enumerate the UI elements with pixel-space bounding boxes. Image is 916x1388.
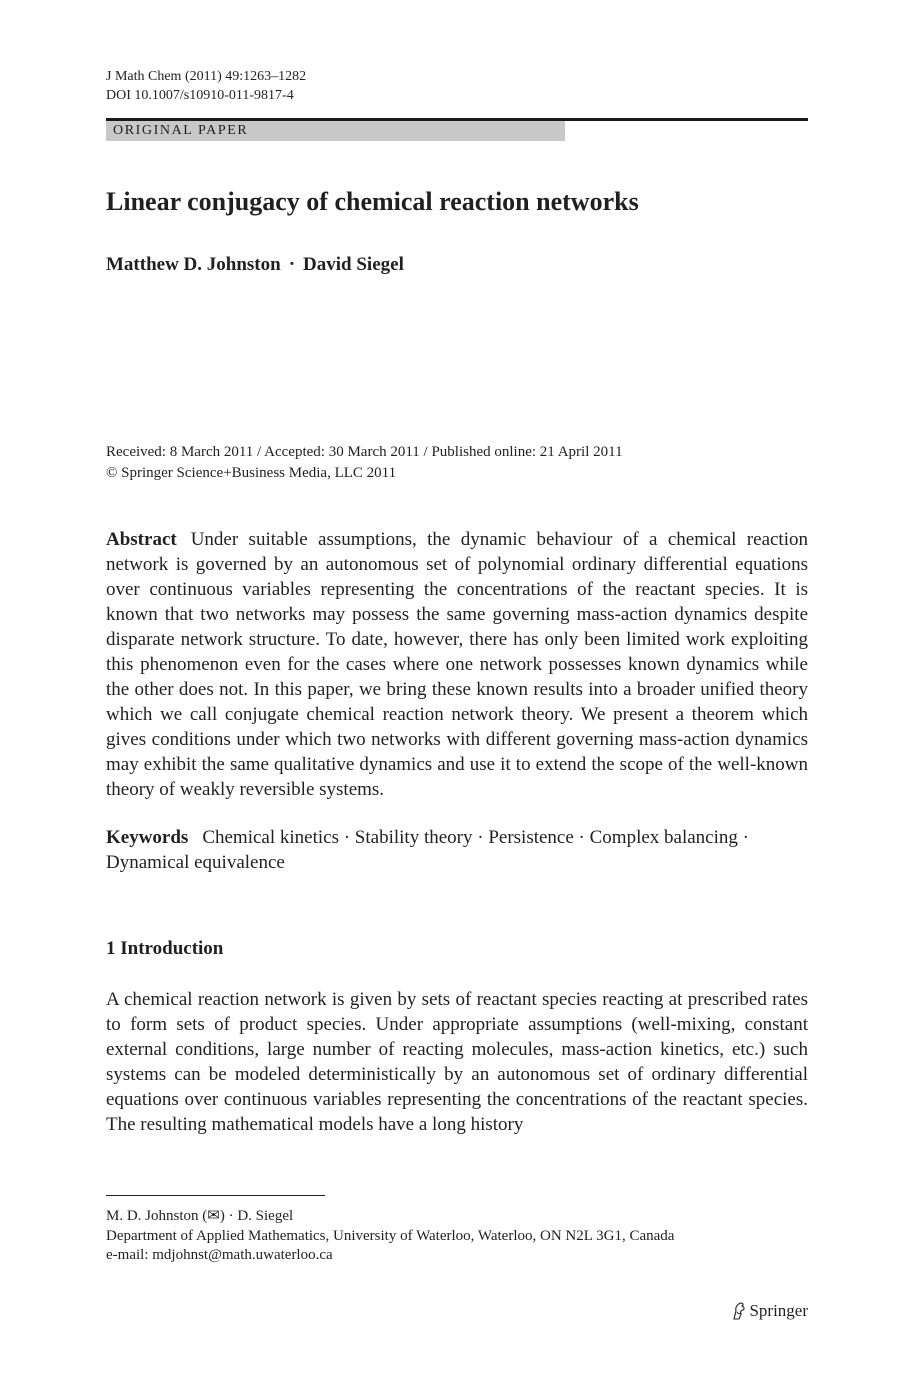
keywords: [106, 825, 808, 875]
section-heading: 1 Introduction: [106, 938, 224, 959]
author-separator: ·: [288, 254, 296, 275]
footnote-authors: M. D. Johnston (✉) · D. Siegel: [106, 1208, 294, 1224]
publisher-logo: [722, 1298, 808, 1324]
footnote-rule: [106, 1195, 325, 1196]
abstract-text: Under suitable assumptions, the dynamic behaviour of a chemical reaction network is governed by an autonomous set of polynomial ordinary differential equations over continuous variables representing the concentrations of the reactant species. It is known that two networks may possess the same governing mass-action dynamics despite disparate network structure. To date, however, there has only been limited work exploiting this phenomenon even for the cases where one network possesses known dynamics while the other does not. In this paper, we bring these known results into a broader unified theory which we call conjugate chemical reaction network theory. We present a theorem which gives conditions under which two networks with different governing mass-action dynamics may exhibit the same qualitative dynamics and use it to extend the scope of the well-known theory of weakly reversible systems.: [106, 529, 808, 800]
footnote-affiliation: Department of Applied Mathematics, University of Waterloo, Waterloo, ON N2L 3G1, Canada: [106, 1228, 675, 1244]
article-type-label: ORIGINAL PAPER: [106, 121, 565, 141]
author-name: David Siegel: [303, 254, 404, 275]
doi: DOI 10.1007/s10910-011-9817-4: [106, 88, 294, 103]
abstract: [106, 527, 808, 802]
author-name: Matthew D. Johnston: [106, 254, 281, 275]
journal-citation: J Math Chem (2011) 49:1263–1282: [106, 69, 307, 84]
springer-horse-icon: [732, 1302, 746, 1320]
author-list: [106, 253, 404, 277]
copyright-line: © Springer Science+Business Media, LLC 2011: [106, 465, 397, 481]
publication-dates: Received: 8 March 2011 / Accepted: 30 March 2011 / Published online: 21 April 2011: [106, 444, 623, 460]
keywords-label: Keywords: [106, 827, 189, 848]
publisher-name: Springer: [749, 1301, 808, 1320]
footnote-email: e-mail: mdjohnst@math.uwaterloo.ca: [106, 1247, 333, 1263]
paper-title: Linear conjugacy of chemical reaction networks: [106, 187, 639, 216]
introduction-text: A chemical reaction network is given by sets of reactant species reacting at prescribed rates to form sets of product species. Under appropriate assumptions (well-mixing, constant external conditions, large number of reacting molecules, mass-action kinetics, etc.) such systems can be modeled deterministically by an autonomous set of ordinary differential equations over continuous variables representing the concentrations of the reactant species. The resulting mathematical models have a long history: [106, 989, 808, 1135]
abstract-label: Abstract: [106, 529, 177, 550]
keywords-text: Chemical kinetics · Stability theory · Persistence · Complex balancing · Dynamical equivalence: [106, 827, 749, 873]
